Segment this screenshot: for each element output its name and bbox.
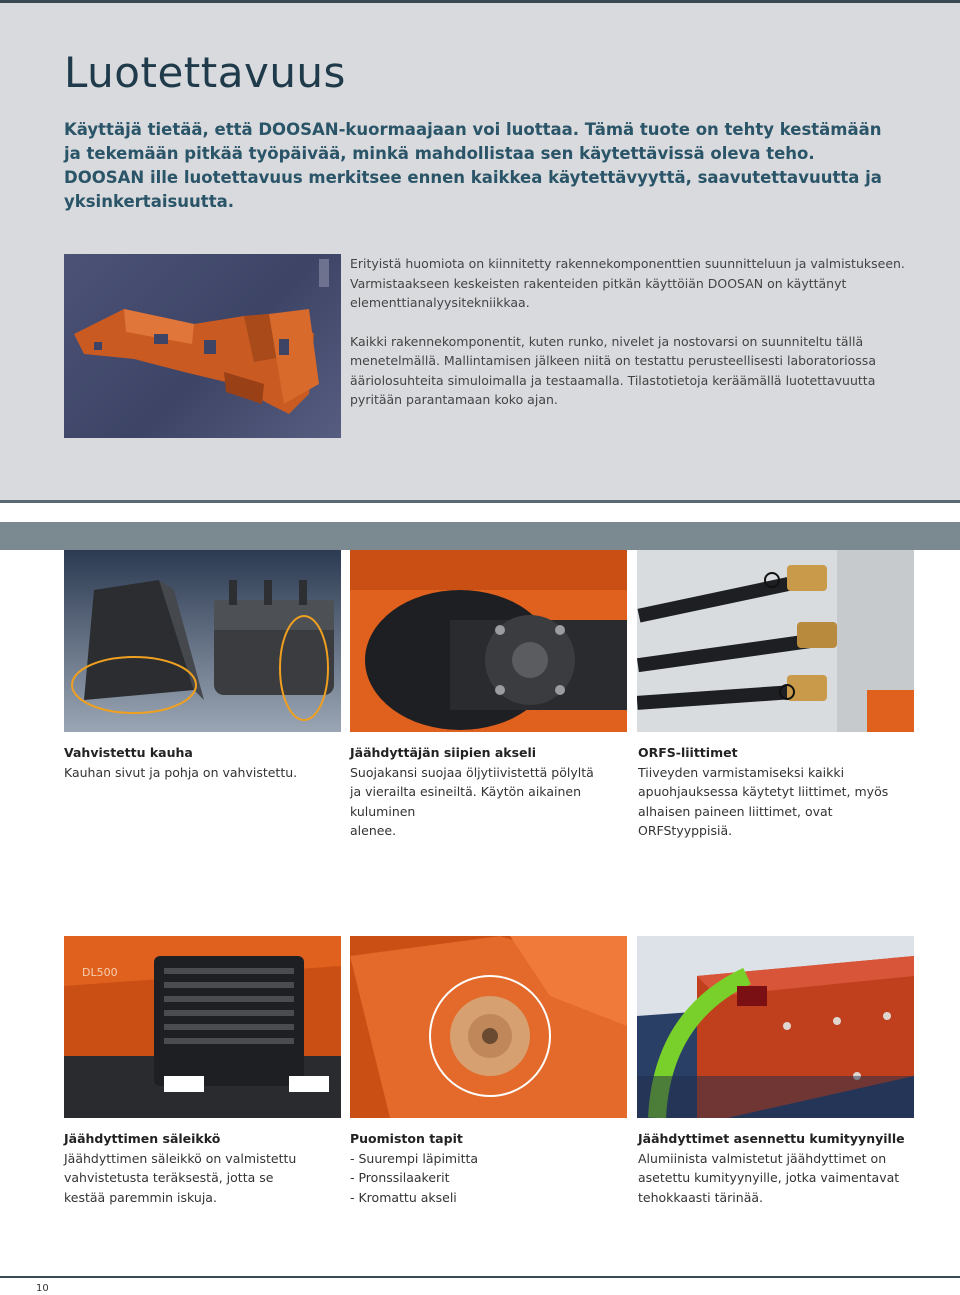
hero-divider <box>0 500 960 503</box>
feature-radiator-grille <box>64 1129 344 1207</box>
feature-fan-shaft <box>350 743 630 841</box>
footer-rule <box>0 1276 960 1278</box>
photo-radiator-grille <box>64 936 341 1118</box>
feature-orfs-fittings <box>638 743 918 841</box>
feature-line: - Suurempi läpimitta <box>350 1150 479 1166</box>
feature-line: Kauhan sivut ja pohja on vahvistettu. <box>64 764 298 780</box>
feature-title: Jäähdyttimen säleikkö <box>64 1131 221 1146</box>
feature-line: - Kromattu akseli <box>350 1189 457 1205</box>
feature-radiator-rubber-mounts <box>638 1129 918 1207</box>
feature-line: - Pronssilaakerit <box>350 1170 450 1185</box>
intro-paragraph-2: Kaikki rakennekomponentit, kuten runko, nivelet ja nostovarsi on suunniteltu tällä menetelmällä. Mallintamisen jälkeen niitä on testattu perusteellisesti laboratoriossa ääriolosuhteita simuloimalla ja testaamalla. Tilastotietoja keräämällä luotettavuutta pyritään parantamaan koko ajan. <box>350 333 876 407</box>
photo-boom-pins <box>350 936 627 1118</box>
feature-line: vahvistetusta teräksestä, jotta se <box>64 1170 274 1185</box>
feature-title: ORFS-liittimet <box>638 745 738 760</box>
feature-line: alenee. <box>350 823 397 838</box>
feature-title: Jäähdyttimet asennettu kumityynyille <box>638 1131 905 1146</box>
page-title: Luotettavuus <box>64 48 346 97</box>
feature-line: kestää paremmin iskuja. <box>64 1189 217 1205</box>
feature-title: Vahvistettu kauha <box>64 745 193 760</box>
photo-fan-shaft <box>350 550 627 732</box>
lead-paragraph: Käyttäjä tietää, että DOOSAN-kuormaajaan voi luottaa. Tämä tuote on tehty kestämään ja tekemään pitkää työpäivää, minkä mahdollistaa sen käytettävissä oleva teho. DOOSAN ille luotettavuus merkitsee ennen kaikkea käytettävyyttä, saavutettavuutta ja yksinkertaisuutta. <box>64 120 882 211</box>
photo-orfs-fittings <box>637 550 914 732</box>
photo-radiator-mounts <box>637 936 914 1118</box>
feature-line: asetettu kumityynyille, jotka vaimentavat <box>638 1170 900 1185</box>
feature-line: Jäähdyttimen säleikkö on valmistettu <box>64 1150 297 1166</box>
feature-title: Puomiston tapit <box>350 1131 463 1146</box>
section-band <box>0 522 960 550</box>
feature-boom-pins <box>350 1129 630 1207</box>
feature-line: Alumiinista valmistetut jäähdyttimet on <box>638 1150 887 1166</box>
intro-text <box>350 254 910 429</box>
feature-line: tehokkaasti tärinää. <box>638 1189 763 1205</box>
feature-line: Suojakansi suojaa öljytiivistettä pölyltä <box>350 764 594 780</box>
page-number: 10 <box>36 1283 49 1294</box>
feature-line: ja vierailta esineiltä. Käytön aikainen kuluminen <box>350 784 581 819</box>
photo-bucket <box>64 550 341 732</box>
feature-line: Tiiveyden varmistamiseksi kaikki <box>638 764 845 780</box>
feature-title: Jäähdyttäjän siipien akseli <box>350 745 537 760</box>
feature-line: apuohjauksessa käytetyt liittimet, myös <box>638 784 889 799</box>
machine-label: DL500 <box>82 966 118 979</box>
feature-reinforced-bucket <box>64 743 344 782</box>
intro-paragraph-1: Erityistä huomiota on kiinnitetty rakennekomponenttien suunnitteluun ja valmistukseen. Varmistaakseen keskeisten rakenteiden pitkän käyttöiän DOOSAN on käyttänyt elementtianalyysitekniikkaa. <box>350 256 905 310</box>
frame-analysis-image <box>64 254 341 438</box>
feature-line: alhaisen paineen liittimet, ovat ORFStyyppisiä. <box>638 803 833 838</box>
